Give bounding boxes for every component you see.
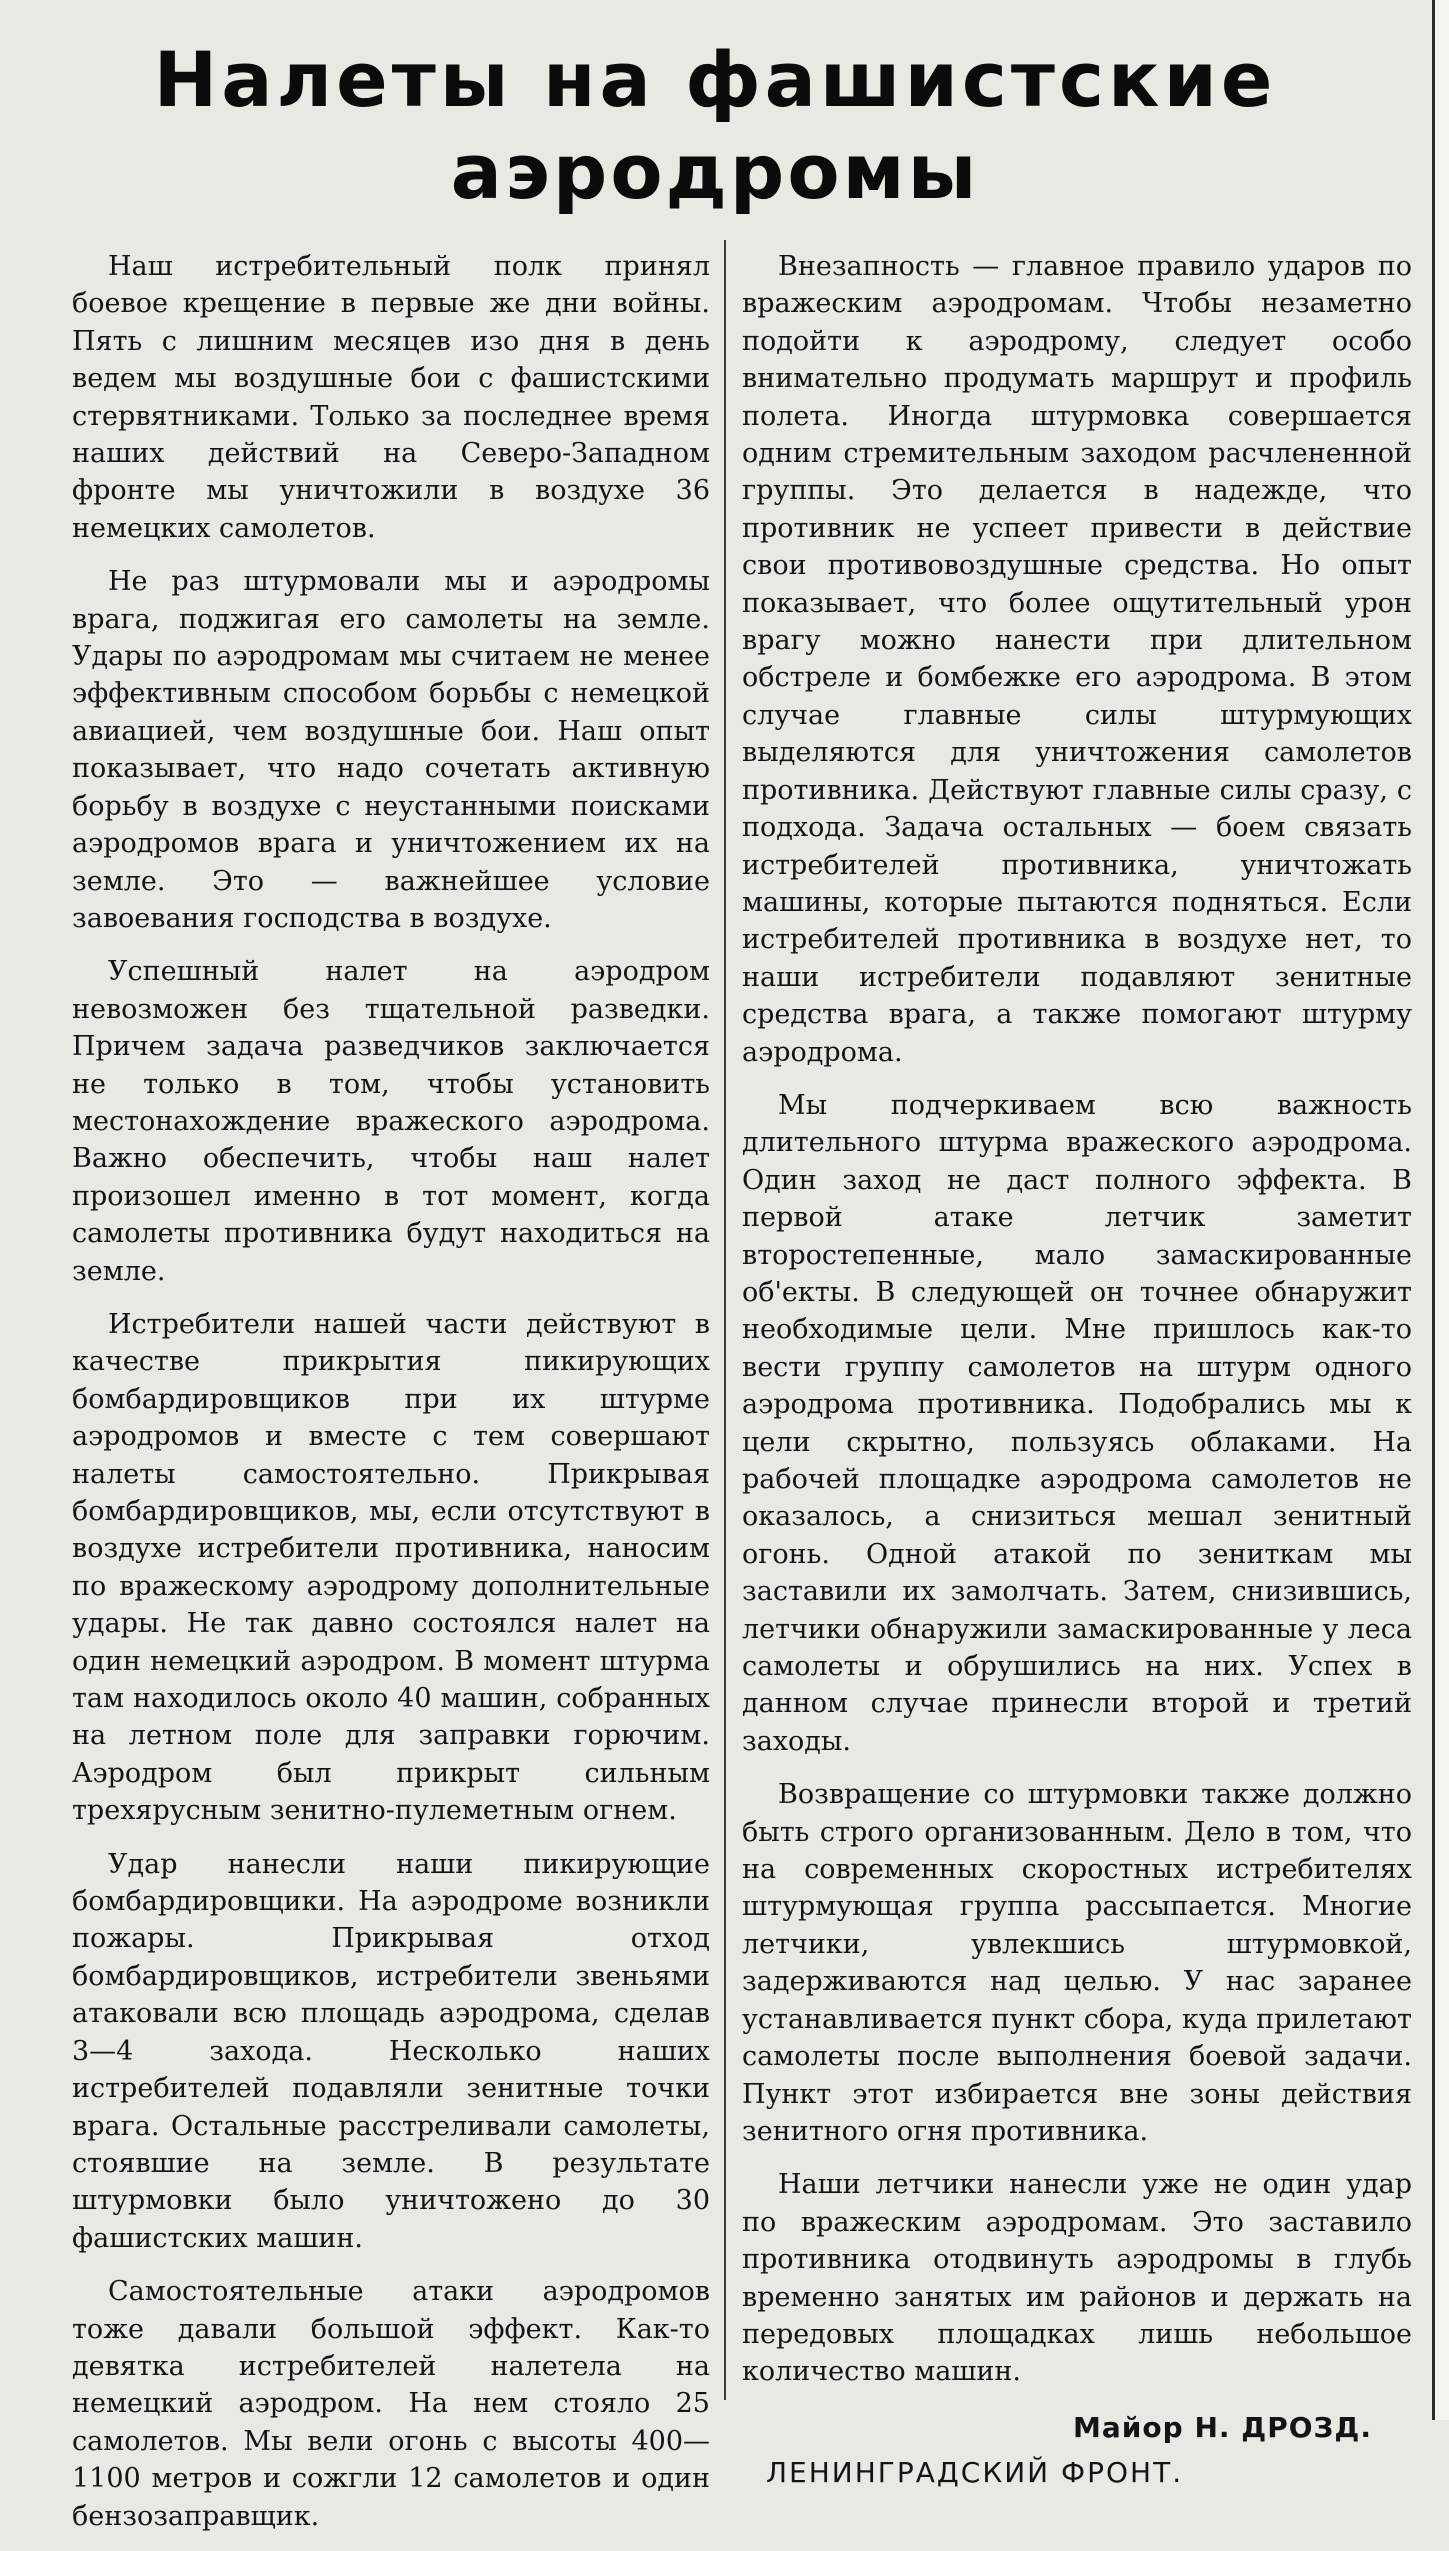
paragraph: Удар нанесли наши пикирующие бомбардировщики. На аэродроме возникли пожары. Прикрывая отход бомбардировщиков, истребители звеньями атаковали всю площадь аэродрома, сделав 3—4 захода. Несколько наших истребителей подавляли зенитные точки врага. Остальные расстреливали самолеты, стоявшие на земле. В результате штурмовки было уничтожено до 30 фашистских машин. bbox=[72, 1848, 710, 2254]
article-title bbox=[0, 36, 1430, 216]
column-divider bbox=[724, 240, 726, 2400]
left-column bbox=[72, 248, 710, 2551]
author-signature: Майор Н. ДРОЗД. bbox=[1073, 2410, 1372, 2444]
paragraph: Не раз штурмовали мы и аэродромы врага, поджигая его самолеты на земле. Удары по аэродромам мы считаем не менее эффективным способом борьбы с немецкой авиацией, чем воздушные бои. Наш опыт показывает, что надо сочетать активную борьбу в воздухе с неустанными поисками аэродромов врага и уничтожением их на земле. Это — важнейшее условие завоевания господства в воздухе. bbox=[72, 566, 710, 934]
paragraph: Самостоятельные атаки аэродромов тоже давали большой эффект. Как-то девятка истребителей налетела на немецкий аэродром. На нем стояло 25 самолетов. Мы вели огонь с высоты 400—1100 метров и сожгли 12 самолетов и один бензозаправщик. bbox=[72, 2276, 710, 2532]
paragraph: Мы подчеркиваем всю важность длительного штурма вражеского аэродрома. Один заход не даст полного эффекта. В первой атаке летчик заметит второстепенные, мало замаскированные об'екты. В следующей он точнее обнаружит необходимые цели. Мне пришлось как-то вести группу самолетов на штурм одного аэродрома противника. Подобрались мы к цели скрытно, пользуясь облаками. На рабочей площадке аэродрома самолетов не оказалось, а снизиться мешал зенитный огонь. Одной атакой по зениткам мы заставили их замолчать. Затем, снизившись, летчики обнаружили замаскированные у леса самолеты и обрушились на них. Успех в данном случае принесли второй и третий заходы. bbox=[742, 1089, 1412, 1757]
paragraph: Внезапность — главное правило ударов по вражеским аэродромам. Чтобы незаметно подойти к аэродрому, следует особо внимательно продумать маршрут и профиль полета. Иногда штурмовка совершается одним стремительным заходом расчлененной группы. Это делается в надежде, что противник не успеет привести в действие свои противовоздушные средства. Но опыт показывает, что более ощутительный урон врагу можно нанести при длительном обстреле и бомбежке его аэродрома. В этом случае главные силы штурмующих выделяются для уничтожения самолетов противника. Действуют главные силы сразу, с подхода. Задача остальных — боем связать истребителей противника, уничтожать машины, которые пытаются подняться. Если истребителей противника в воздухе нет, то наши истребители подавляют зенитные средства врага, а также помогают штурму аэродрома. bbox=[742, 251, 1412, 1068]
paragraph: Наш истребительный полк принял боевое крещение в первые же дни войны. Пять с лишним месяцев изо дня в день ведем мы воздушные бои с фашистскими стервятниками. Только за последнее время наших действий на Северо-Западном фронте мы уничтожили в воздухе 36 немецких самолетов. bbox=[72, 251, 710, 544]
front-dateline: ЛЕНИНГРАДСКИЙ ФРОНТ. bbox=[766, 2456, 1184, 2490]
paragraph: Истребители нашей части действуют в качестве прикрытия пикирующих бомбардировщиков при их штурме аэродромов и вместе с тем совершают налеты самостоятельно. Прикрывая бомбардировщиков, мы, если отсутствуют в воздухе истребители противника, наносим по вражескому аэродрому дополнительные удары. Не так давно состоялся налет на один немецкий аэродром. В момент штурма там находилось около 40 машин, собранных на летном поле для заправки горючим. Аэродром был прикрыт сильным трехярусным зенитно-пулеметным огнем. bbox=[72, 1308, 710, 1827]
paragraph: Возвращение со штурмовки также должно быть строго организованным. Дело в том, что на современных скоростных истребителях штурмующая группа рассыпается. Многие летчики, увлекшись штурмовкой, задерживаются над целью. У нас заранее устанавливается пункт сбора, куда прилетают самолеты после выполнения боевой задачи. Пункт этот избирается вне зоны действия зенитного огня противника. bbox=[742, 1779, 1412, 2147]
right-column bbox=[742, 248, 1412, 2492]
title-line-2: аэродромы bbox=[450, 127, 980, 216]
paragraph: Наши летчики нанесли уже не один удар по вражеским аэродромам. Это заставило противника отодвинуть аэродромы в глубь временно занятых им районов и держать на передовых площадках лишь небольшое количество машин. bbox=[742, 2169, 1412, 2388]
page-edge bbox=[1432, 0, 1449, 2420]
paragraph: Успешный налет на аэродром невозможен без тщательной разведки. Причем задача разведчиков заключается не только в том, чтобы установить местонахождение вражеского аэродрома. Важно обеспечить, чтобы наш налет произошел именно в тот момент, когда самолеты противника будут находиться на земле. bbox=[72, 956, 710, 1287]
title-line-1: Налеты на фашистские bbox=[153, 35, 1277, 124]
